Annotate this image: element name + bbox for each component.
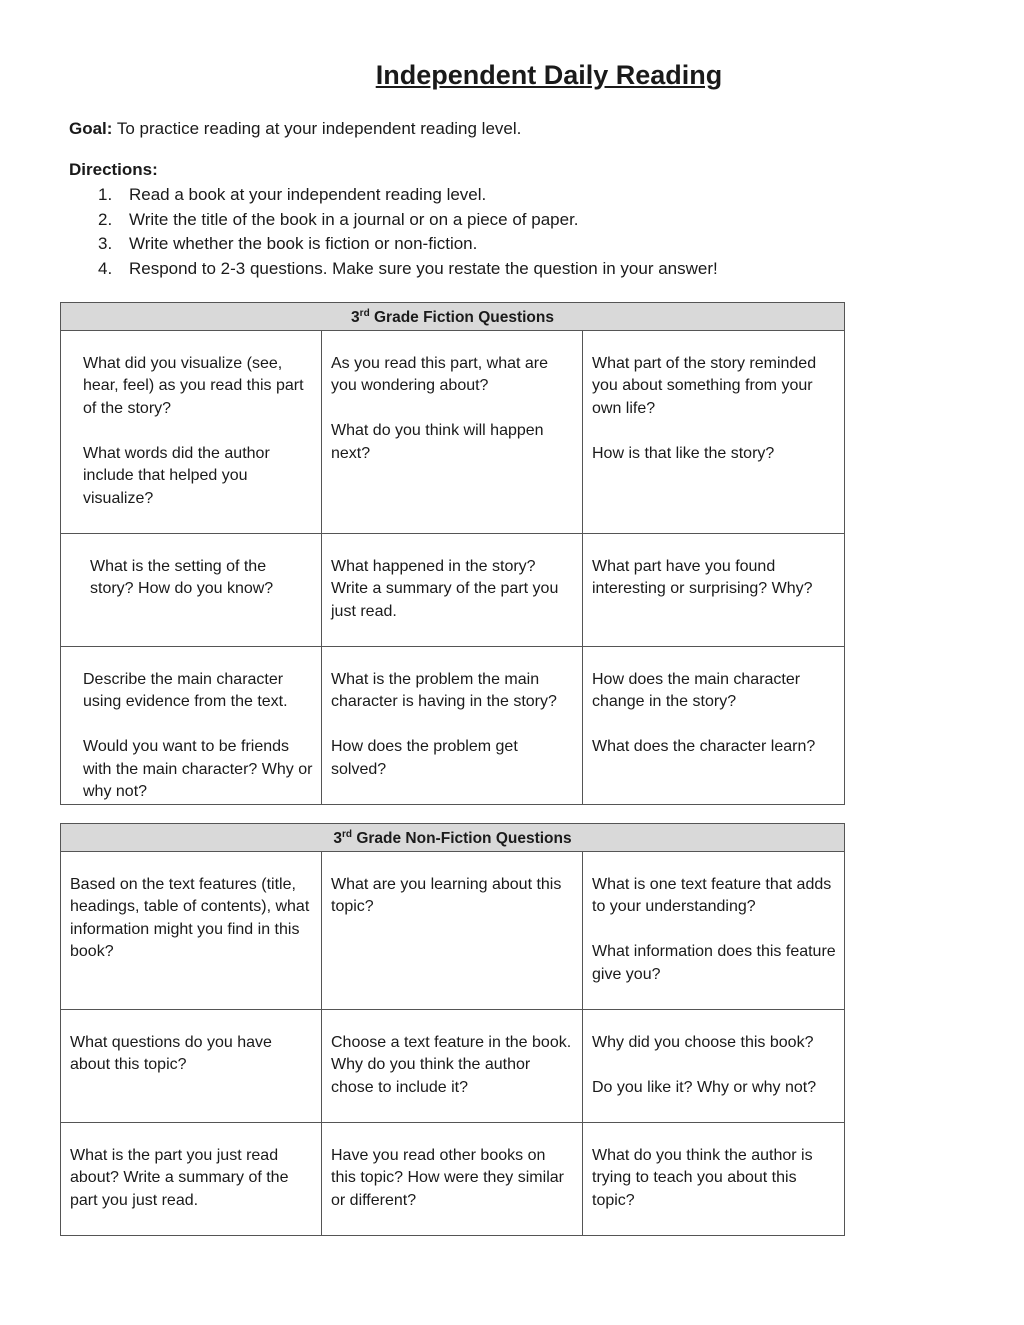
question-cell: What part of the story reminded you about something from your own life? How is that like the story?: [583, 330, 845, 533]
question-cell: What did you visualize (see, hear, feel) as you read this part of the story? What words did the author include that helped you visualize?: [61, 330, 322, 533]
page-title: Independent Daily Reading: [375, 60, 723, 90]
question-cell: Choose a text feature in the book. Why do you think the author chose to include it?: [322, 1009, 583, 1122]
header-text: Grade Non-Fiction Questions: [356, 830, 572, 848]
question-cell: Have you read other books on this topic? How were they similar or different?: [322, 1122, 583, 1235]
step-text: Respond to 2-3 questions. Make sure you restate the question in your answer!: [129, 258, 718, 278]
question-cell: What part have you found interesting or surprising? Why?: [583, 533, 845, 646]
question-cell: What is the problem the main character is having in the story? How does the problem get solved?: [322, 646, 583, 804]
header-grade-number: 3: [351, 309, 360, 327]
question-cell: What is one text feature that adds to your understanding? What information does this feature give you?: [583, 851, 845, 1009]
question-cell: As you read this part, what are you wondering about? What do you think will happen next?: [322, 330, 583, 533]
fiction-table-header: [61, 303, 845, 331]
nonfiction-table-header: [61, 824, 845, 852]
goal-text: To practice reading at your independent reading level.: [116, 119, 522, 138]
table-row: [61, 533, 845, 646]
question-cell: What is the part you just read about? Write a summary of the part you just read.: [61, 1122, 322, 1235]
direction-step: [98, 257, 718, 282]
question-cell: What is the setting of the story? How do you know?: [61, 533, 322, 646]
header-ordinal-suffix: rd: [342, 829, 353, 840]
step-number: 2.: [98, 209, 113, 229]
step-number: 1.: [98, 185, 113, 204]
question-cell: What happened in the story? Write a summary of the part you just read.: [322, 533, 583, 646]
fiction-questions-table: [60, 302, 845, 805]
table-row: [61, 646, 845, 804]
question-cell: How does the main character change in the story? What does the character learn?: [583, 646, 845, 804]
question-cell: Based on the text features (title, headings, table of contents), what information might you find in this book?: [61, 851, 322, 1009]
goal-statement: [69, 119, 521, 139]
step-number: 4.: [98, 258, 113, 278]
directions-list: [98, 183, 718, 281]
question-cell: What are you learning about this topic?: [322, 851, 583, 1009]
step-text: Read a book at your independent reading level.: [129, 185, 487, 204]
question-cell: Why did you choose this book? Do you like it? Why or why not?: [583, 1009, 845, 1122]
goal-label: Goal:: [69, 119, 113, 138]
question-cell: Describe the main character using evidence from the text. Would you want to be friends with the main character? Why or why not?: [61, 646, 322, 804]
question-cell: What questions do you have about this topic?: [61, 1009, 322, 1122]
step-text: Write the title of the book in a journal or on a piece of paper.: [129, 209, 579, 229]
step-number: 3.: [98, 234, 113, 253]
table-row: [61, 851, 845, 1009]
header-ordinal-suffix: rd: [359, 308, 370, 319]
header-grade-number: 3: [333, 830, 343, 848]
direction-step: [98, 208, 718, 233]
table-row: [61, 1122, 845, 1235]
question-cell: What do you think the author is trying to teach you about this topic?: [583, 1122, 845, 1235]
directions-label: Directions:: [69, 160, 158, 179]
header-text: Grade Fiction Questions: [373, 309, 554, 327]
step-text: Write whether the book is fiction or non-fiction.: [129, 234, 478, 253]
table-row: [61, 330, 845, 533]
direction-step: [98, 183, 718, 208]
nonfiction-questions-table: [60, 823, 845, 1236]
table-row: [61, 1009, 845, 1122]
direction-step: [98, 232, 718, 257]
